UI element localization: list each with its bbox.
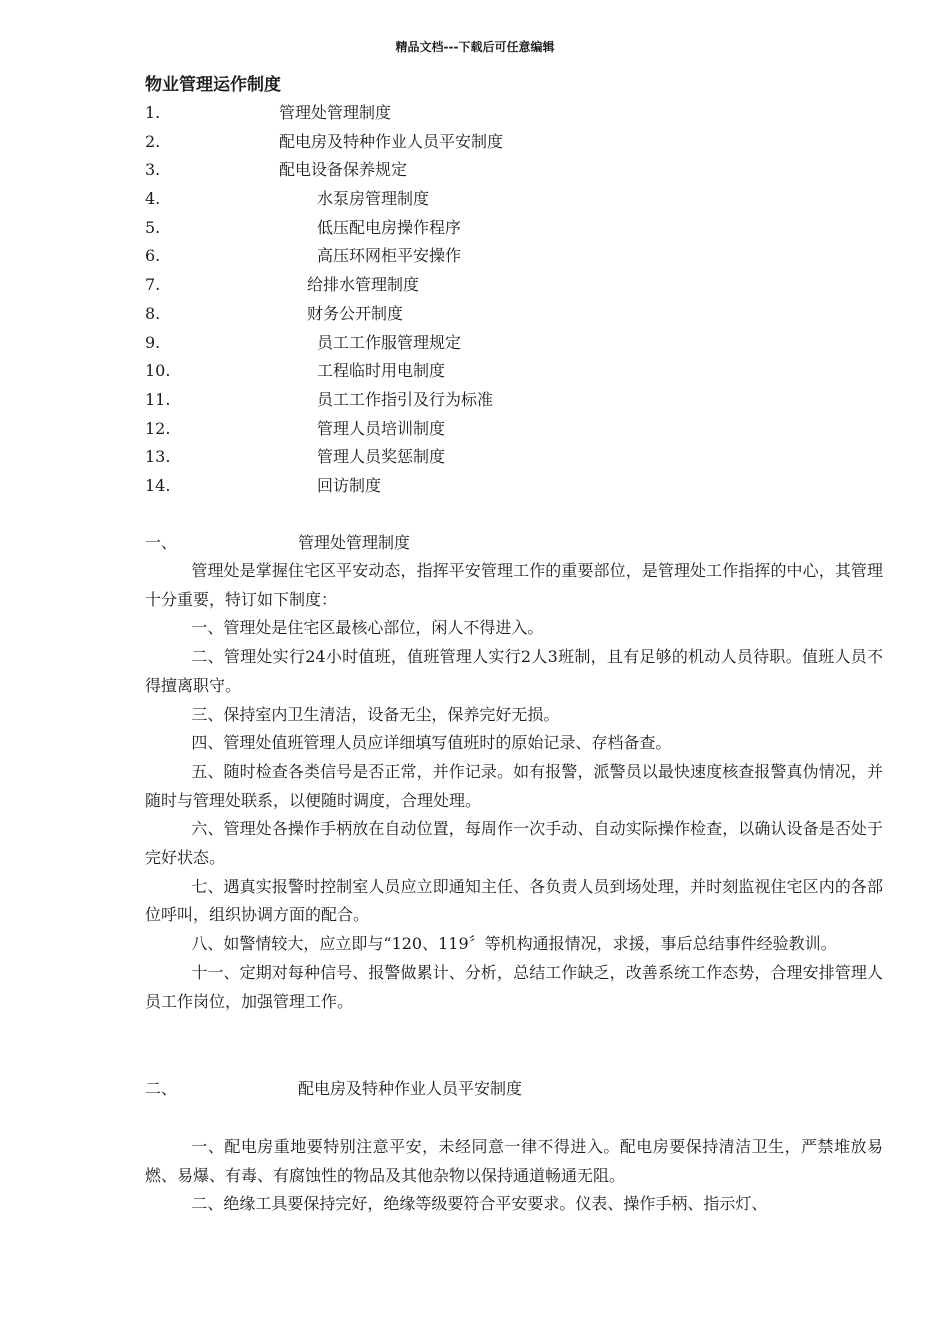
toc-item-number: 7. — [145, 275, 161, 295]
toc-item-number: 3. — [145, 160, 161, 180]
toc-item-label: 回访制度 — [317, 475, 382, 495]
toc-item-label: 管理处管理制度 — [279, 103, 392, 122]
toc-item-number: 2. — [145, 131, 161, 151]
toc-item-number: 10. — [145, 361, 171, 381]
toc-item — [145, 415, 845, 444]
paragraph: 四、管理处值班管理人员应详细填写值班时的原始记录、存档备查。 — [191, 733, 672, 753]
toc-item-label: 配电设备保养规定 — [279, 160, 408, 180]
toc-item-label: 低压配电房操作程序 — [317, 217, 462, 237]
paragraph: 八、如警情较大，应立即与“120、119〞等机构通报情况，求援，事后总结事件经验教训。 — [191, 934, 837, 954]
paragraph: 五、随时检查各类信号是否正常，并作记录。如有报警，派警员以最快速度核查报警真伪情况，并随时与管理处联系，以便随时调度，合理处理。 — [145, 761, 883, 810]
toc-item-number: 4. — [145, 189, 161, 209]
toc-item — [145, 185, 845, 214]
document-title: 物业管理运作制度 — [145, 75, 281, 95]
section-body-2 — [145, 1133, 883, 1219]
paragraph: 七、遇真实报警时控制室人员应立即通知主任、各负责人员到场处理，并时刻监视住宅区内的各部位呼叫，组织协调方面的配合。 — [145, 876, 883, 925]
toc-item-number: 5. — [145, 217, 161, 237]
toc-item-label: 财务公开制度 — [307, 303, 404, 323]
toc-item-label: 高压环网柜平安操作 — [317, 246, 462, 266]
toc-item-number: 14. — [145, 475, 171, 495]
toc-item — [145, 300, 845, 329]
toc-item — [145, 329, 845, 358]
toc-item — [145, 214, 845, 243]
paragraph: 二、绝缘工具要保持完好，绝缘等级要符合平安要求。仪表、操作手柄、指示灯、 — [191, 1194, 768, 1214]
toc-item-label: 员工工作指引及行为标准 — [317, 389, 494, 409]
paragraph: 六、管理处各操作手柄放在自动位置，每周作一次手动、自动实际操作检查，以确认设备是否处于完好状态。 — [145, 819, 883, 868]
toc-item — [145, 242, 845, 271]
toc-item-number: 9. — [145, 332, 161, 352]
section-body-1 — [145, 557, 883, 1016]
toc-item-number: 6. — [145, 246, 161, 266]
toc-item-number: 8. — [145, 303, 161, 323]
toc-item — [145, 128, 845, 157]
section-title: 配电房及特种作业人员平安制度 — [298, 1079, 523, 1098]
toc-item-number: 1. — [145, 103, 161, 122]
paragraph: 一、配电房重地要特别注意平安，未经同意一律不得进入。配电房要保持清洁卫生，严禁堆放易燃、易爆、有毒、有腐蚀性的物品及其他杂物以保持通道畅通无阻。 — [145, 1137, 883, 1185]
page-header: 精品文档---下载后可任意编辑 — [395, 40, 555, 54]
toc-item-number: 11. — [145, 389, 171, 409]
paragraph: 管理处是掌握住宅区平安动态，指挥平安管理工作的重要部位，是管理处工作指挥的中心，其管理十分重要，特订如下制度： — [145, 561, 883, 609]
section-title: 管理处管理制度 — [298, 533, 411, 552]
paragraph: 三、保持室内卫生清洁，设备无尘，保养完好无损。 — [191, 704, 560, 724]
toc-item-label: 员工工作服管理规定 — [317, 332, 462, 352]
toc-item-label: 水泵房管理制度 — [317, 189, 430, 209]
toc-item-label: 工程临时用电制度 — [317, 361, 446, 381]
toc-item-label: 配电房及特种作业人员平安制度 — [279, 131, 504, 151]
toc-item-number: 12. — [145, 418, 171, 438]
toc-item-label: 管理人员奖惩制度 — [317, 447, 446, 467]
toc-item — [145, 99, 845, 128]
toc-item-label: 管理人员培训制度 — [317, 418, 446, 438]
toc-item-label: 给排水管理制度 — [307, 275, 420, 295]
table-of-contents — [145, 99, 845, 501]
toc-item-number: 13. — [145, 447, 171, 467]
paragraph: 十一、定期对每种信号、报警做累计、分析，总结工作缺乏，改善系统工作态势，合理安排管理人员工作岗位，加强管理工作。 — [145, 962, 883, 1011]
section-number: 二、 — [145, 1079, 178, 1098]
toc-item — [145, 386, 845, 415]
toc-item — [145, 472, 845, 501]
paragraph: 二、管理处实行24小时值班，值班管理人实行2人3班制，且有足够的机动人员待职。值班人员不得擅离职守。 — [145, 647, 883, 695]
paragraph: 一、管理处是住宅区最核心部位，闲人不得进入。 — [191, 618, 544, 638]
toc-item — [145, 443, 845, 472]
toc-item — [145, 271, 845, 300]
toc-item — [145, 357, 845, 386]
toc-item — [145, 156, 845, 185]
section-number: 一、 — [145, 533, 178, 552]
